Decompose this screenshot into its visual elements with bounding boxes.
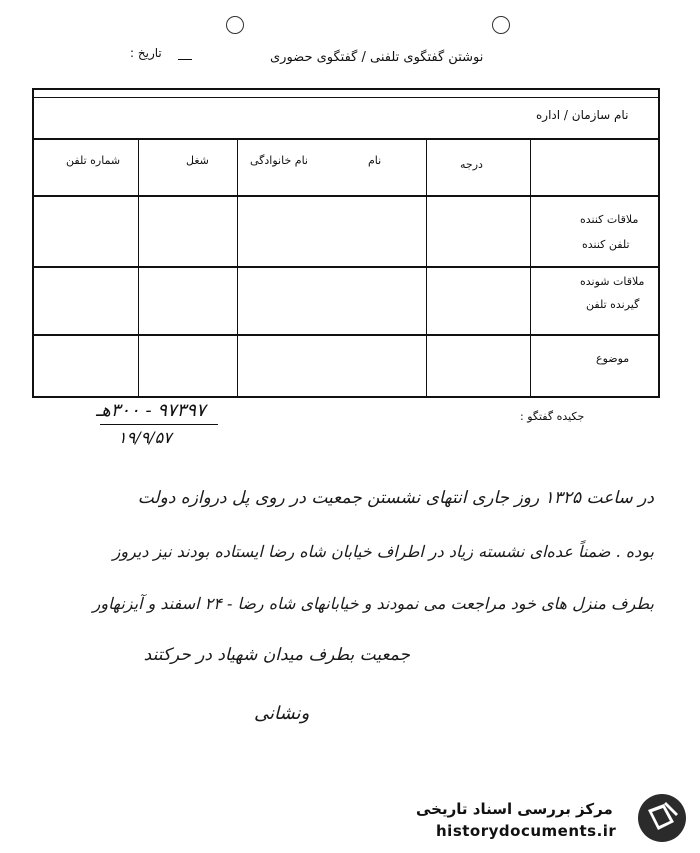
- column-line-4: [530, 138, 531, 398]
- table-bottom-line: [32, 396, 660, 398]
- org-label: نام سازمان / اداره: [536, 108, 629, 122]
- handwritten-line-1: در ساعت ۱۳۲۵ روز جاری انتهای نشستن جمعیت در روی پل دروازه دولت: [137, 488, 654, 508]
- handwritten-line-3: بطرف منزل های خود مراجعت می نمودند و خیابانهای شاه رضا - ۲۴ اسفند و آیزنهاور: [92, 594, 654, 613]
- annotation-date: ۱۹/۹/۵۷: [118, 428, 172, 447]
- punch-hole-right: [492, 16, 510, 34]
- table-line-2: [32, 97, 660, 98]
- handwritten-line-4: جمعیت بطرف میدان شهیاد در حرکتند: [143, 645, 410, 665]
- date-label: تاریخ :: [130, 46, 162, 60]
- table-edge-left: [32, 88, 34, 398]
- column-phone: شماره تلفن: [66, 154, 121, 167]
- column-first-name: نام: [368, 154, 382, 167]
- row-caller: تلفن کننده: [582, 238, 630, 251]
- column-line-2: [237, 138, 238, 398]
- table-edge-right: [658, 88, 660, 398]
- column-last-name: نام خانوادگی: [250, 154, 308, 167]
- column-rank: درجه: [460, 158, 483, 171]
- column-line-3: [426, 138, 427, 398]
- table-org-divider: [32, 138, 660, 140]
- annotation-underline: [100, 424, 218, 425]
- punch-hole-left: [226, 16, 244, 34]
- column-job: شغل: [186, 154, 209, 167]
- archive-url: historydocuments.ir: [436, 822, 617, 840]
- row-receiver: گیرنده تلفن: [586, 298, 640, 311]
- date-underline: [178, 59, 192, 60]
- table-row-divider-1: [32, 266, 660, 268]
- row-subject: موضوع: [596, 352, 630, 365]
- archive-name: مرکز بررسی اسناد تاریخی: [416, 800, 613, 818]
- row-visited: ملاقات شونده: [580, 275, 645, 288]
- annotation-code: ۹۷۳۹۷ - ۳۰۰هـ: [96, 400, 206, 421]
- table-header-divider: [32, 195, 660, 197]
- talker-label: جکیده گفتگو :: [520, 410, 585, 423]
- row-visitor: ملاقات کننده: [580, 213, 639, 226]
- table-top-line: [32, 88, 660, 90]
- handwritten-line-2: بوده . ضمناً عده‌ای نشسته زیاد در اطراف خیابان شاه رضا ایستاده بودند نیز دیروز: [112, 542, 654, 561]
- archive-logo-icon: [636, 792, 688, 844]
- signature: ونشانی: [254, 703, 310, 724]
- table-row-divider-2: [32, 334, 660, 336]
- document-type-line: نوشتن گفتگوی تلفنی / گفتگوی حضوری: [270, 50, 484, 65]
- column-line-1: [138, 138, 139, 398]
